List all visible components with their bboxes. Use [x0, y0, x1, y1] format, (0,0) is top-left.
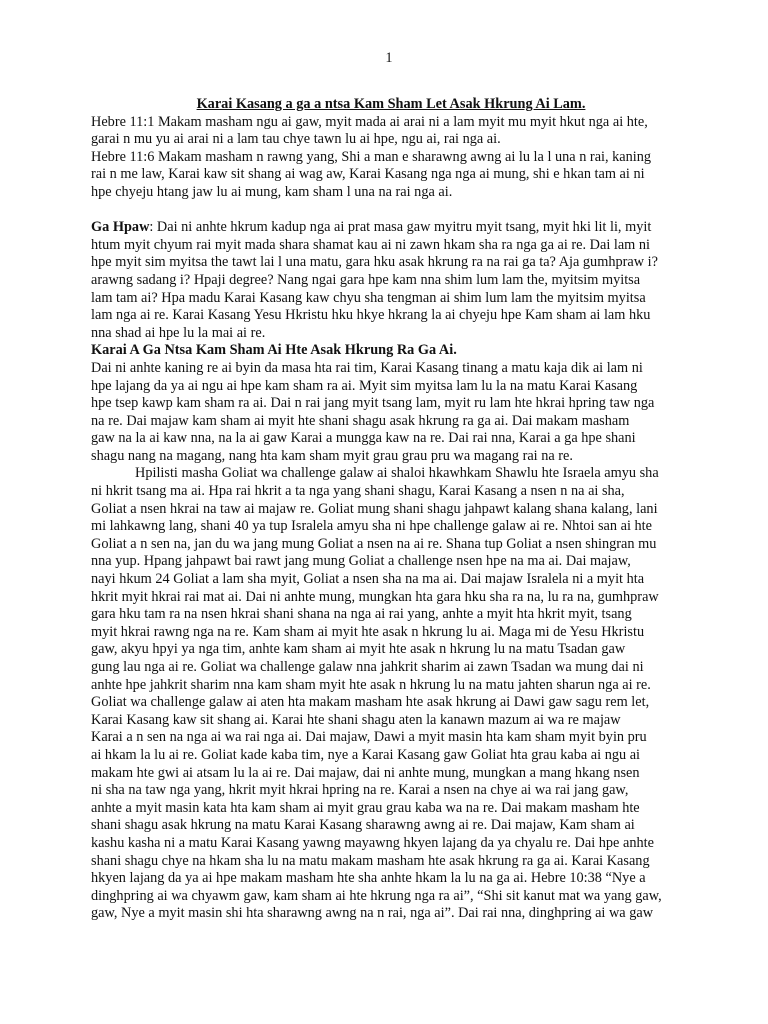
text-line: anhte a myit masin kata hta kam sham ai myit grau grau kaba wa na re. Dai makam masham hte [91, 799, 640, 816]
text-line: kashu kasha ni a matu Karai Kasang yawng mayawng hkyen lajang da ya chyalu re. Dai hpe anhte [91, 834, 654, 851]
ga-hpaw-paragraph [91, 219, 691, 342]
ga-hpaw-label: Ga Hpaw [91, 219, 150, 236]
text-line: ni hkrit tsang ma ai. Hpa rai hkrit a ta nga yang shani shagu, Karai Kasang a nsen n na ai sha, [91, 483, 625, 500]
intro-block [91, 114, 691, 202]
text-line: lam tam ai? Hpa madu Karai Kasang kaw chyu sha tengman ai shim lum lam the myitsim myitsa [91, 289, 646, 306]
text-line: Goliat a nsen hkrai na taw ai majaw re. Goliat mung shani shagu jahpawt kalang shana kalang, lani [91, 500, 658, 517]
text-line: gaw, akyu hpyi ya nga tim, anhte kam sham ai myit hte asak n hkrung lu na matu Tsadan gaw [91, 641, 626, 658]
text-line: garai n mu yu ai arai ni a lam tau chye tawn lu ai hpe, ngu ai, rai nga ai. [91, 131, 501, 148]
text-line: hpe tsep kawp kam sham ra ai. Dai n rai jang myit tsang lam, myit ru lam hte hkrai hpring taw nga [91, 395, 655, 412]
text-line: Karai a n sen na nga ai wa rai nga ai. Dai majaw, Dawi a myit masin hta kam sham myit byin pru [91, 729, 647, 746]
text-line: hpe myit sim myitsa the tawt lai l una matu, gara hku asak hkrung ra na rai ga ta? Aja gumhpraw i? [91, 254, 658, 271]
text-line: hpe lajang da ya ai ngu ai hpe kam sham ra ai. Myit sim myitsa lam lu la na matu Karai Kasang [91, 377, 638, 394]
blank-line [91, 202, 691, 220]
text-line: lam nga ai re. Karai Kasang Yesu Hkristu hku hkye hkrang la ai chyeju hpe Kam sham ai lam hku [91, 307, 651, 324]
text-line: Hpilisti masha Goliat wa challenge galaw ai shaloi hkawhkam Shawlu hte Israela amyu sha [135, 465, 659, 482]
text-line: Goliat wa challenge galaw ai aten hta makam masham hte asak hkrung ai Dawi gaw sagu rem let, [91, 694, 650, 711]
text-line: hkyen lajang da ya ai hpe makam masham hte sha anhte hkam la lu na ga ai. Hebre 10:38 “Nye a [91, 870, 646, 887]
section-paragraph [91, 360, 691, 466]
page-number: 1 [385, 50, 393, 66]
text-line: gaw, Nye a myit masin shi hta sharawng awng na n rai, nga ai”. Dai rai nna, dinghpring ai wa gaw [91, 905, 654, 922]
text-line: shani shagu asak hkrung na matu Karai Kasang sharawng awng ai re. Dai majaw, Kam sham ai [91, 817, 635, 834]
document-title: Karai Kasang a ga a ntsa Kam Sham Let Asak Hkrung Ai Lam. [196, 96, 586, 112]
text-line: na re. Dai majaw kam sham ai myit hte shani shagu asak hkrung ra ga ai. Dai makam masham [91, 412, 630, 429]
goliath-paragraph [91, 465, 691, 922]
text-line: myit hkrai rawng nga na re. Kam sham ai myit hte asak n hkrung lu ai. Maga mi de Yesu Hkristu [91, 623, 645, 640]
text-line: mi lahkawng lang, shani 40 ya tup Isralela amyu sha ni hpe challenge galaw ai re. Nhtoi san ai hte [91, 518, 652, 535]
text-line: nna yup. Hpang jahpawt bai rawt jang mung Goliat a challenge nsen hpe na ma ai. Dai majaw, [91, 553, 631, 570]
text-line: ni sha na taw nga yang, hkrit myit hkrai hpring na re. Karai a nsen na chye ai wa rai jang gaw, [91, 782, 629, 799]
text-line: Karai Kasang kaw sit shang ai. Karai hte shani shagu aten la kanawn mazum ai wa re majaw [91, 711, 621, 728]
text-line: ai hkam la lu ai re. Goliat kade kaba tim, nye a Karai Kasang gaw Goliat hta grau kaba ai ngu ai [91, 746, 641, 763]
text-line: Hebre 11:1 Makam masham ngu ai gaw, myit mada ai arai ni a lam myit mu myit hkut nga ai hte, [91, 113, 648, 130]
ga-hpaw-first-line: : Dai ni anhte hkrum kadup nga ai prat masa gaw myitru myit tsang, myit hki lit li, myit [149, 219, 652, 236]
text-line [91, 219, 691, 237]
text-line: hkrit myit hkrai rai mat ai. Dai ni anhte mung, mungkan hta gara hku sha ra na, lu ra na, gumhpraw [91, 588, 659, 605]
section-heading: Karai A Ga Ntsa Kam Sham Ai Hte Asak Hkrung Ra Ga Ai. [91, 342, 457, 359]
text-line: shagu nang na magang, nang hta kam sham myit grau grau pru wa magang rai na re. [91, 447, 573, 464]
text-line: shani shagu chye na hkam sha lu na matu makam masham hte asak hkrung ra ga ai. Karai Kasang [91, 852, 650, 869]
text-line: gung lau nga ai re. Goliat wa challenge galaw nna jahkrit sharim ai zawn Tsadan wa mung dai ni [91, 659, 644, 675]
text-line: anhte hpe jahkrit sharim nna kam sham myit hte asak n hkrung lu na matu jahten sharun nga ai re. [91, 676, 651, 693]
text-line: Goliat a n sen na, jan du wa jang mung Goliat a nsen na ai re. Shana tup Goliat a nsen shingran mu [91, 535, 657, 552]
text-line: nna shad ai hpe lu la mai ai re. [91, 324, 266, 341]
text-line: gaw na la ai kaw nna, na la ai gaw Karai a mungga kaw na re. Dai rai nna, Karai a ga hpe shani [91, 430, 636, 447]
text-line: Dai ni anhte kaning re ai byin da masa hta rai tim, Karai Kasang tinang a matu kaja dik ai lam ni [91, 359, 643, 376]
text-line: arawng sadang i? Hpaji degree? Nang ngai gara hpe kam nna shim lum lam the, myitsim myitsa [91, 271, 641, 288]
text-line: rai n me law, Karai kaw sit shang ai wag aw, Karai Kasang nga nga ai mung, shi e hkan tam ai ni [91, 166, 645, 183]
text-line: htum myit chyum rai myit mada shara shamat kau ai ni zawn hkam sha ra nga ga ai re. Dai lam ni [91, 236, 650, 253]
text-line: nayi hkum 24 Goliat a lam sha myit, Goliat a nsen sha na ma ai. Dai majaw Isralela ni a myit hta [91, 571, 645, 588]
text-line: makam hte gwi ai atsam lu la ai re. Dai majaw, dai ni anhte mung, mungkan a mang hkang nsen [91, 764, 640, 781]
document-body [91, 96, 691, 923]
text-line: Hebre 11:6 Makam masham n rawng yang, Shi a man e sharawng awng ai lu la l una n rai, kaning [91, 148, 652, 165]
text-line: dinghpring ai wa chyawm gaw, kam sham ai hte hkrung nga ra ai”, “Shi sit kanut mat wa yang gaw, [91, 887, 662, 904]
text-line: hpe chyeju htang jaw lu ai mung, kam sham l una na rai nga ai. [91, 183, 453, 200]
text-line: gara hku tam ra na nsen hkrai shani shana na nga ai rai yang, anhte a myit hta hkrit myit, tsang [91, 606, 632, 623]
